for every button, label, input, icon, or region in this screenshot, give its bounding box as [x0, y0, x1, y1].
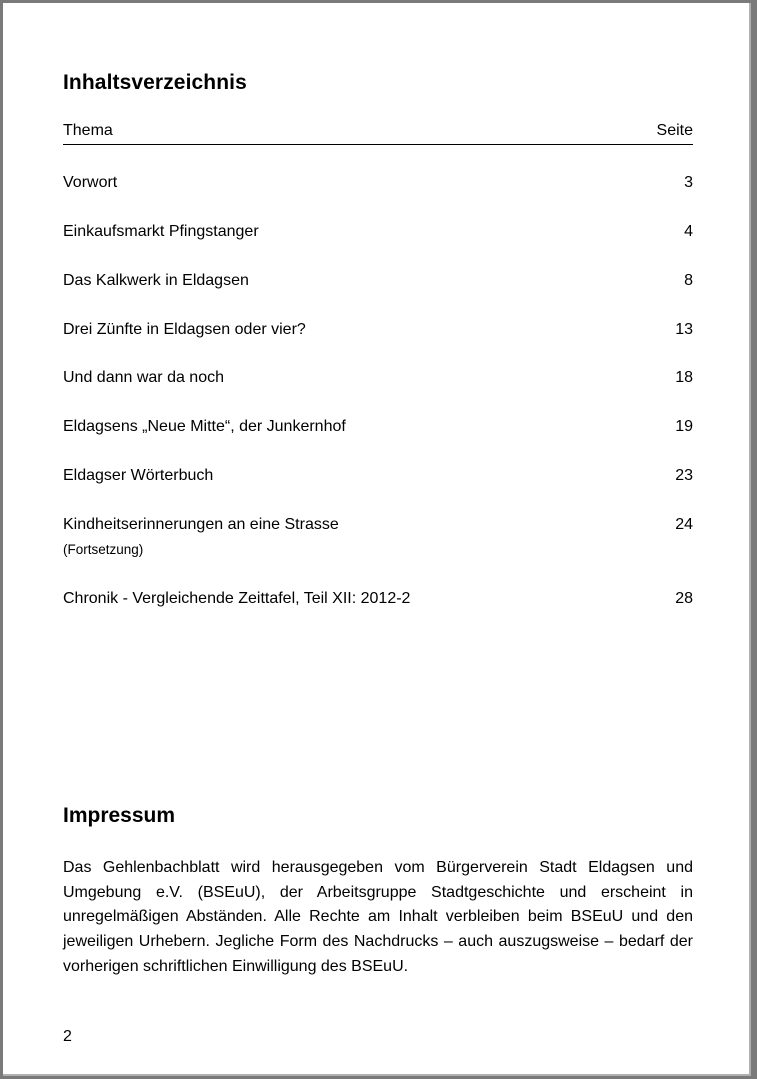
toc-entry-topic: Eldagser Wörterbuch	[63, 467, 214, 484]
impressum-text: Das Gehlenbachblatt wird herausgegeben vom Bürgerverein Stadt Eldagsen und Umgebung e.V. (BSEuU), der Arbeitsgruppe Stadtgeschichte und erscheint in unregelmäßigen Abständen. Alle Rechte am Inhalt verbleiben beim BSEuU und den jeweiligen Urhebern. Jegliche Form des Nachdrucks – auch auszugsweise – bedarf der vorherigen schriftlichen Einwilligung des BSEuU.	[63, 859, 693, 975]
toc-entry-page: 24	[675, 516, 693, 533]
document-page	[3, 3, 751, 1076]
toc-entry-topic: Chronik - Vergleichende Zeittafel, Teil XII: 2012-2	[63, 590, 411, 607]
toc-entry-page: 19	[675, 418, 693, 435]
toc-entry-page: 23	[675, 467, 693, 484]
toc-header-topic: Thema	[63, 122, 113, 139]
toc-entry-topic: Vorwort	[63, 174, 118, 191]
toc-entry-page: 4	[684, 223, 693, 240]
toc-entry-topic: Und dann war da noch	[63, 369, 224, 386]
toc-header-page: Seite	[656, 122, 693, 139]
toc-entry-page: 3	[684, 174, 693, 191]
toc-entry-page: 13	[675, 321, 693, 338]
impressum-title: Impressum	[63, 804, 176, 827]
toc-entry-topic: Das Kalkwerk in Eldagsen	[63, 272, 249, 289]
toc-entry-topic: Eldagsens „Neue Mitte“, der Junkernhof	[63, 418, 346, 435]
toc-entry-page: 18	[675, 369, 693, 386]
toc-title: Inhaltsverzeichnis	[63, 71, 247, 94]
page-number: 2	[63, 1028, 72, 1045]
toc-entry-topic: Kindheitserinnerungen an eine Strasse	[63, 516, 339, 533]
toc-header	[63, 122, 693, 145]
toc-entry-topic: Drei Zünfte in Eldagsen oder vier?	[63, 321, 306, 338]
toc-entry-page: 28	[675, 590, 693, 607]
toc-entry-subtitle: (Fortsetzung)	[63, 542, 144, 557]
toc-entry-topic: Einkaufsmarkt Pfingstanger	[63, 223, 259, 240]
toc-entry-page: 8	[684, 272, 693, 289]
